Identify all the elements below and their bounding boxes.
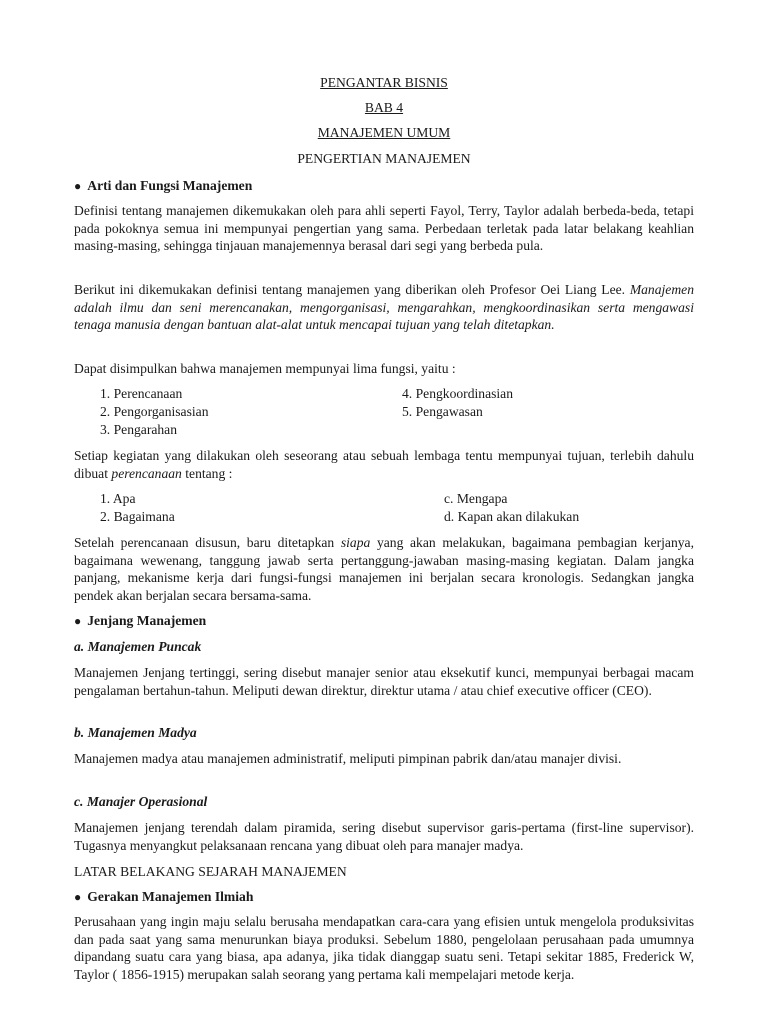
arti-paragraph-2 (74, 281, 694, 334)
para5-emphasis: siapa (340, 535, 371, 550)
list-item: 3. Pengarahan (100, 422, 178, 437)
fungsi-row (74, 403, 694, 421)
sejarah-text: Perusahaan yang ingin maju selalu berusaha mendapatkan cara-cara yang efisien untuk mengelola produksivitas dan pada saat yang sama menurunkan biaya produksi. Sebelum 1880, pengelolaan perusahaan pada umumnya dipandang suatu cara yang biasa, apa adanya, jika tidak dianggap suatu seni. Tetapi sekitar 1885, Frederick W, Taylor ( 1856-1915) merupakan salah seorang yang pertama kali mempelajari metode kerja. (74, 914, 694, 982)
jenjang-b-title: b. Manajemen Madya (74, 725, 197, 740)
jenjang-a-title: a. Manajemen Puncak (74, 639, 202, 654)
section-title: PENGERTIAN MANAJEMEN (297, 151, 471, 166)
arti-paragraph-3: Dapat disimpulkan bahwa manajemen mempunyai lima fungsi, yaitu : (74, 361, 456, 376)
jenjang-c-text: Manajemen jenjang terendah dalam piramida, sering disebut supervisor garis-pertama (first-line supervisor). Tugasnya menyangkut pelaksanaan rencana yang dibuat oleh para manajer madya. (74, 820, 694, 853)
jenjang-heading: ● Jenjang Manajemen (74, 612, 694, 631)
plan-row (74, 490, 694, 508)
list-item: 1. Apa (100, 491, 136, 506)
definition-text: Manajemen adalah ilmu dan seni merencanakan, mengorganisasi, mengarahkan, mengkoordinasikan serta mengawasi tenaga manusia dengan bantuan alat-alat untuk mencapai tujuan yang telah ditetapkan. (74, 282, 694, 332)
list-item: 5. Pengawasan (402, 404, 483, 419)
arti-paragraph-1: Definisi tentang manajemen dikemukakan oleh para ahli seperti Fayol, Terry, Taylor adalah berbeda-beda, tetapi pada pokoknya semua ini mempunyai pengertian yang sama. Perbedaan terletak pada latar belakang keahlian masing-masing, sehingga tinjauan manajemennya berasal dari segi yang berbeda pula. (74, 203, 694, 253)
jenjang-a-text: Manajemen Jenjang tertinggi, sering disebut manajer senior atau eksekutif kunci, mempunyai berbagai macam pengalaman bertahun-tahun. Meliputi dewan direktur, direktur utama / atau chief executive officer (CEO). (74, 665, 694, 698)
list-item: d. Kapan akan dilakukan (444, 509, 580, 524)
fungsi-row (74, 385, 694, 403)
jenjang-c-title: c. Manajer Operasional (74, 794, 208, 809)
arti-paragraph-4 (74, 447, 694, 482)
definition-intro: Berikut ini dikemukakan definisi tentang manajemen yang diberikan oleh Profesor Oei Liang Lee. (74, 282, 626, 297)
arti-heading: ● Arti dan Fungsi Manajemen (74, 177, 694, 196)
fungsi-row (74, 421, 694, 439)
list-item: 2. Bagaimana (100, 509, 175, 524)
para5-text: Setelah perencanaan disusun, baru ditetapkan (74, 535, 341, 550)
sejarah-subheading: ● Gerakan Manajemen Ilmiah (74, 888, 694, 907)
list-item: c. Mengapa (444, 491, 508, 506)
list-item: 2. Pengorganisasian (100, 404, 209, 419)
para4-emphasis: perencanaan (111, 465, 182, 481)
para4-text: Setiap kegiatan yang dilakukan oleh seseorang atau sebuah lembaga tentu mempunyai tujuan, terlebih dahulu dibuat (74, 448, 694, 481)
topic-title: MANAJEMEN UMUM (317, 125, 451, 140)
course-title: PENGANTAR BISNIS (320, 75, 448, 90)
arti-paragraph-5 (74, 534, 694, 604)
para5-text-end: yang akan melakukan, bagaimana pembagian kerjanya, bagaimana wewenang, tanggung jawab serta pertanggung-jawaban masing-masing kegiatan. Dalam jangka panjang, mekanisme kerja dari fungsi-fungsi manajemen ini berjalan secara kronologis. Sedangkan jangka pendek akan berjalan secara bersama-sama. (74, 535, 694, 603)
list-item: 1. Perencanaan (100, 386, 183, 401)
sejarah-heading: LATAR BELAKANG SEJARAH MANAJEMEN (74, 864, 347, 879)
para4-text-end: tentang : (181, 465, 233, 481)
list-item: 4. Pengkoordinasian (402, 386, 514, 401)
chapter-title: BAB 4 (364, 100, 404, 115)
jenjang-b-text: Manajemen madya atau manajemen administratif, meliputi pimpinan pabrik dan/atau manajer divisi. (74, 751, 622, 766)
plan-row (74, 508, 694, 526)
